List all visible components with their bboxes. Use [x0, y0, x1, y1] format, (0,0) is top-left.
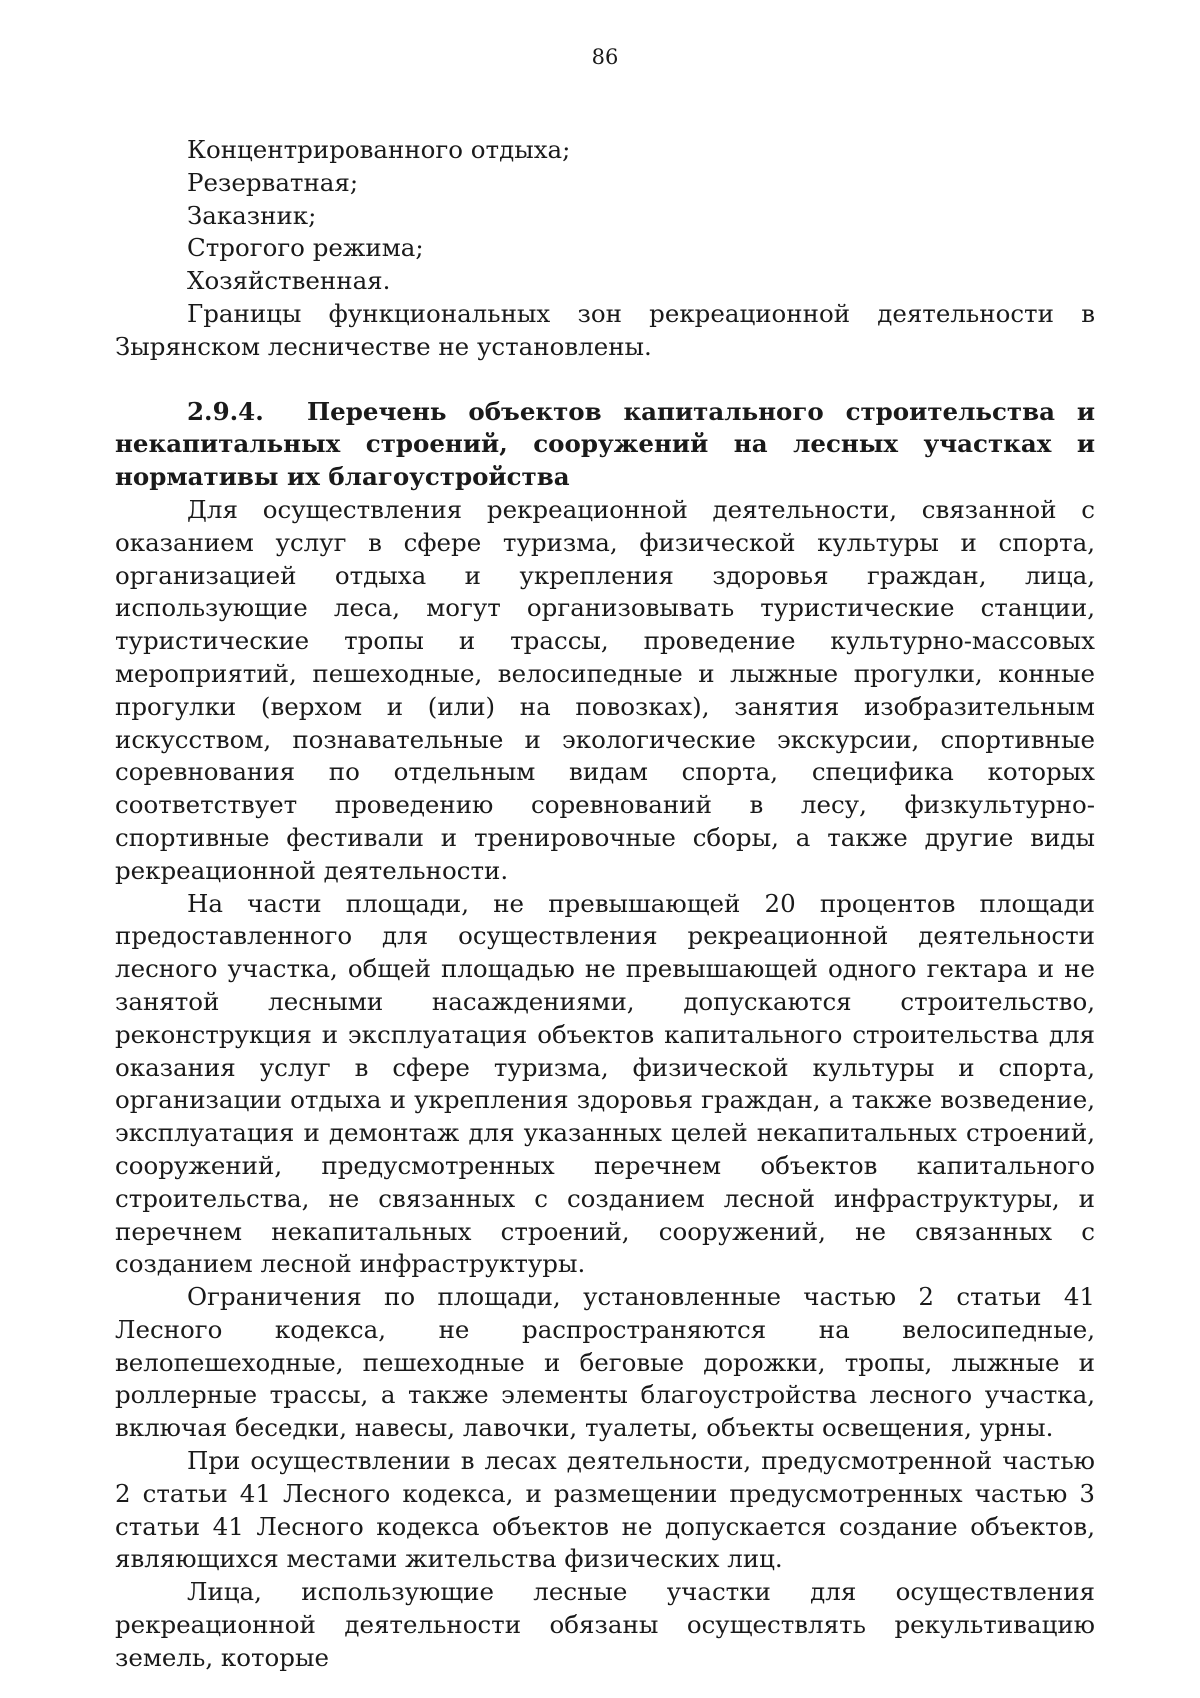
- paragraph: Для осуществления рекреационной деятельности, связанной с оказанием услуг в сфере туризма, физической культуры и спорта, организацией отдыха и укрепления здоровья граждан, лица, использующие леса, могут организовывать туристические станции, туристические тропы и трассы, проведение культурно-массовых мероприятий, пешеходные, велосипедные и лыжные прогулки, конные прогулки (верхом и (или) на повозках), занятия изобразительным искусством, познавательные и экологические экскурсии, спортивные соревнования по отдельным видам спорта, специфика которых соответствует проведению соревнований в лесу, физкультурно-спортивные фестивали и тренировочные сборы, а также другие виды рекреационной деятельности.: [115, 494, 1095, 885]
- page-content: [115, 134, 1095, 1675]
- paragraph-boundaries: Границы функциональных зон рекреационной деятельности в Зырянском лесничестве не установлены.: [115, 298, 1095, 361]
- section-heading: [115, 396, 1095, 494]
- list-item: Строгого режима;: [187, 233, 424, 263]
- paragraph: При осуществлении в лесах деятельности, предусмотренной частью 2 статьи 41 Лесного кодекса, и размещении предусмотренных частью 3 статьи 41 Лесного кодекса объектов не допускается создание объектов, являющихся местами жительства физических лиц.: [115, 1446, 1095, 1574]
- paragraph: Лица, использующие лесные участки для осуществления рекреационной деятельности обязаны осуществлять рекультивацию земель, которые: [115, 1577, 1095, 1672]
- section-title: Перечень объектов капитального строительства и некапитальных строений, сооружений на лесных участках и нормативы их благоустройства: [115, 396, 1095, 492]
- section-number: 2.9.4.: [187, 396, 264, 426]
- list-item: Хозяйственная.: [187, 266, 391, 296]
- list-item: Концентрированного отдыха;: [187, 135, 571, 164]
- paragraph: На части площади, не превышающей 20 процентов площади предоставленного для осуществления рекреационной деятельности лесного участка, общей площадью не превышающей одного гектара и не занятой лесными насаждениями, допускаются строительство, реконструкция и эксплуатация объектов капитального строительства для оказания услуг в сфере туризма, физической культуры и спорта, организации отдыха и укрепления здоровья граждан, а также возведение, эксплуатация и демонтаж для указанных целей некапитальных строений, сооружений, предусмотренных перечнем объектов капитального строительства, не связанных с созданием лесной инфраструктуры, и перечнем некапитальных строений, сооружений, не связанных с созданием лесной инфраструктуры.: [115, 888, 1095, 1279]
- paragraph: Ограничения по площади, установленные частью 2 статьи 41 Лесного кодекса, не распространяются на велосипедные, велопешеходные, пешеходные и беговые дорожки, тропы, лыжные и роллерные трассы, а также элементы благоустройства лесного участка, включая беседки, навесы, лавочки, туалеты, объекты освещения, урны.: [115, 1282, 1095, 1443]
- list-item: Резерватная;: [187, 167, 359, 197]
- page-number: 86: [591, 45, 619, 69]
- list-item: Заказник;: [187, 200, 317, 230]
